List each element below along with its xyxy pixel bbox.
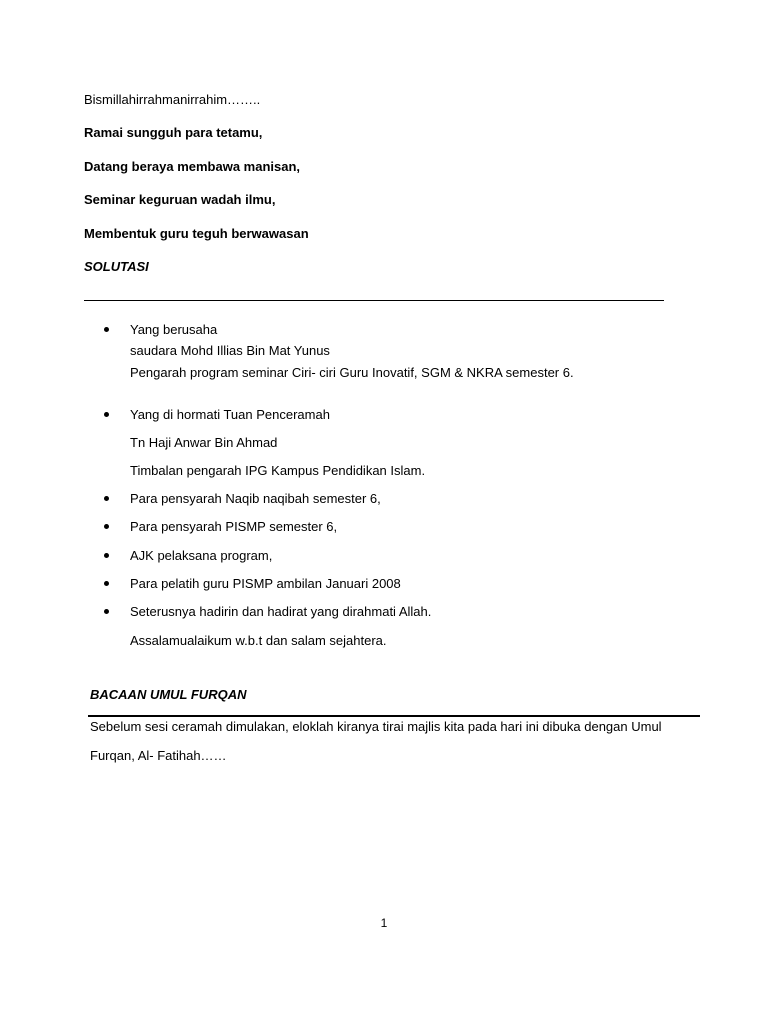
bullet-icon (104, 553, 109, 558)
bullet-icon (104, 412, 109, 417)
salutation-item-4-text: Para pensyarah PISMP semester 6, (130, 519, 338, 534)
pantun-line-2: Datang beraya membawa manisan, (84, 159, 301, 174)
salutation-item-6-text: Para pelatih guru PISMP ambilan Januari 2008 (130, 576, 401, 591)
bacaan-paragraph-line-1: Sebelum sesi ceramah dimulakan, eloklah kiranya tirai majlis kita pada hari ini dibuka dengan Umul (90, 719, 662, 734)
bullet-icon (104, 496, 109, 501)
bullet-icon (104, 327, 109, 332)
salutation-item-2-line-1: Yang di hormati Tuan Penceramah (130, 407, 330, 422)
salutation-item-5-text: AJK pelaksana program, (130, 548, 273, 563)
salutation-item-7-text: Seterusnya hadirin dan hadirat yang dirahmati Allah. (130, 604, 432, 619)
salutation-item-2-line-3: Timbalan pengarah IPG Kampus Pendidikan Islam. (130, 463, 426, 478)
salutation-item-1-line-1: Yang berusaha (130, 322, 218, 337)
bullet-icon (104, 581, 109, 586)
heading-underline-rule (84, 300, 664, 301)
greeting-text: Assalamualaikum w.b.t dan salam sejahtera. (130, 633, 387, 648)
section-rule (88, 715, 700, 717)
salutation-item-2-line-2: Tn Haji Anwar Bin Ahmad (130, 435, 278, 450)
salutation-item-3-text: Para pensyarah Naqib naqibah semester 6, (130, 491, 381, 506)
solutasi-heading: SOLUTASI (84, 259, 149, 274)
pantun-line-4: Membentuk guru teguh berwawasan (84, 226, 309, 241)
bacaan-paragraph-line-2: Furqan, Al- Fatihah…… (90, 748, 227, 763)
page-number: 1 (380, 916, 388, 930)
opening-text: Bismillahirrahmanirrahim…….. (84, 92, 261, 107)
pantun-line-1: Ramai sungguh para tetamu, (84, 125, 263, 140)
salutation-item-1-line-3: Pengarah program seminar Ciri- ciri Guru Inovatif, SGM & NKRA semester 6. (130, 365, 574, 380)
pantun-line-3: Seminar keguruan wadah ilmu, (84, 192, 276, 207)
salutation-item-1-line-2: saudara Mohd Illias Bin Mat Yunus (130, 343, 330, 358)
bullet-icon (104, 524, 109, 529)
bacaan-heading: BACAAN UMUL FURQAN (90, 687, 247, 702)
bullet-icon (104, 609, 109, 614)
